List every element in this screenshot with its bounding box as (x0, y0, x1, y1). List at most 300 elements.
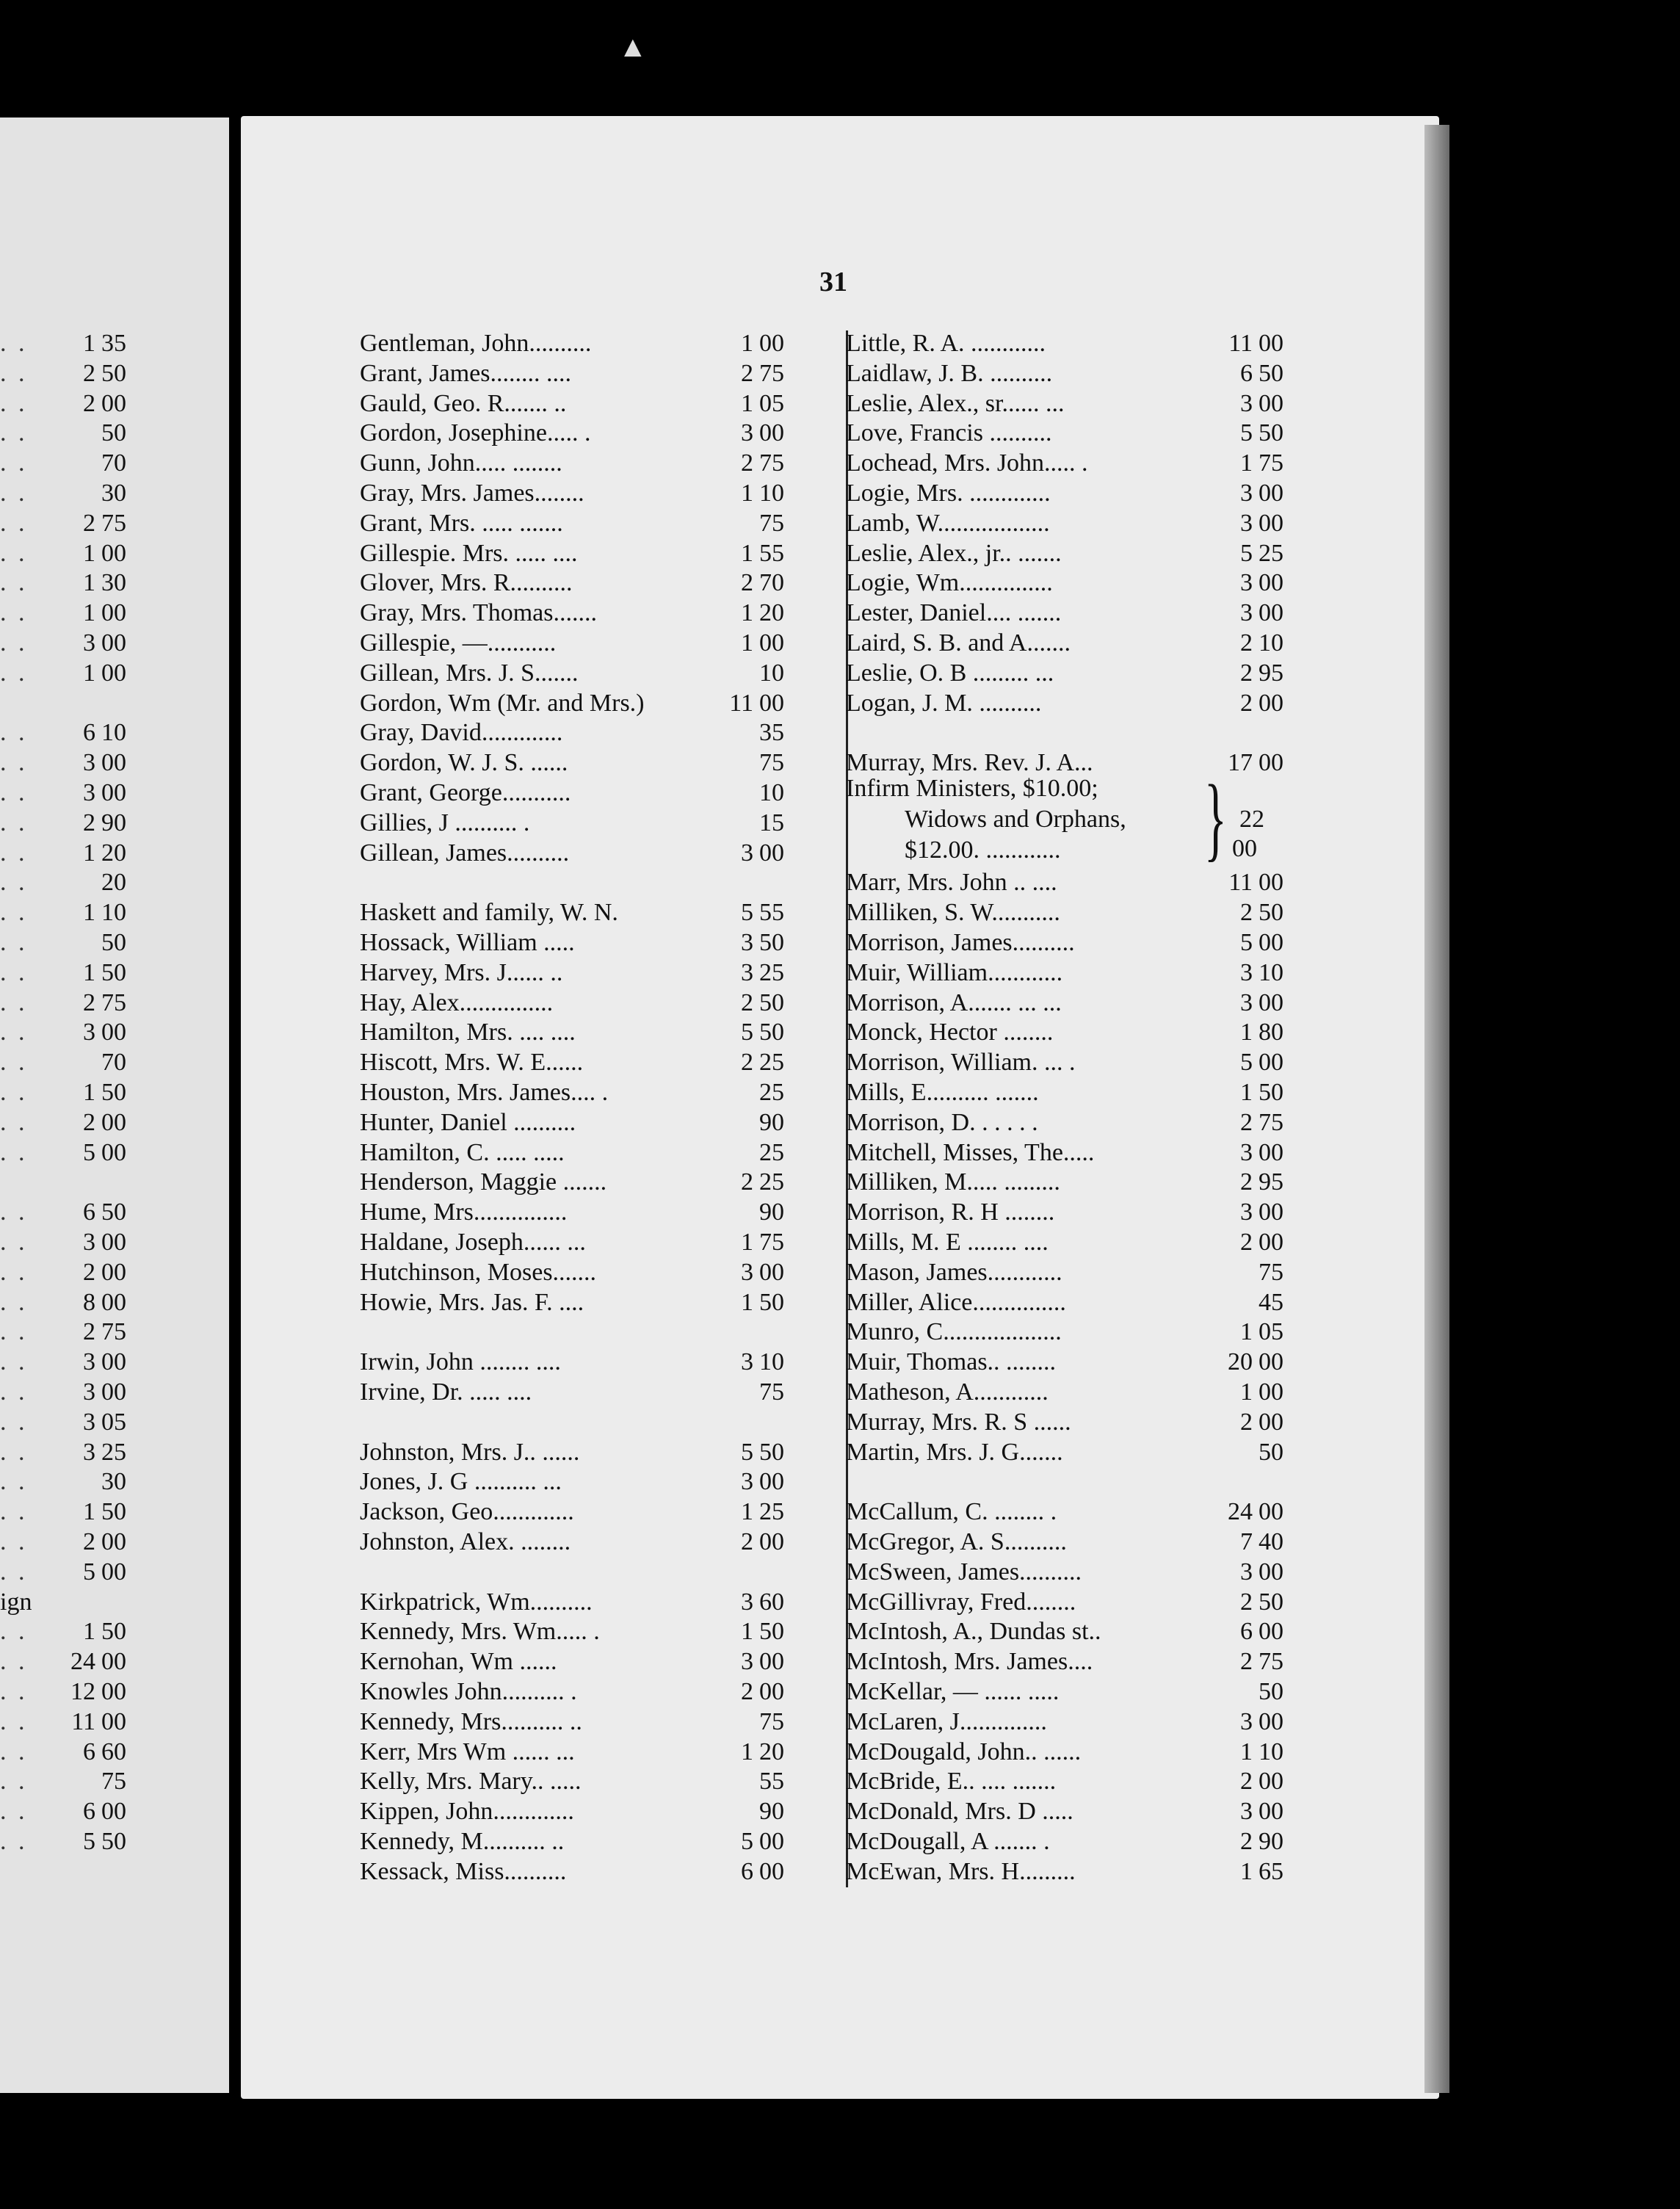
amount-cents: 35 (759, 719, 784, 747)
left-page-word: ign (0, 1588, 32, 1616)
leader-dots: . . (0, 958, 28, 986)
amount-dollars: 1 (83, 899, 95, 927)
amount-cents: 00 (1259, 988, 1283, 1016)
amount-cents: 00 (759, 330, 784, 357)
leader-dots: . . (0, 569, 28, 597)
amount-cents: 20 (101, 869, 126, 897)
amount-cents: 00 (101, 1019, 126, 1046)
amount-dollars: 3 (741, 419, 753, 447)
leader-dots: . . (0, 779, 28, 806)
leader-dots: . . (0, 359, 28, 387)
amount-dollars: 2 (83, 509, 95, 537)
amount-cents: 00 (1259, 1378, 1283, 1406)
subscriber-name: McDonald, Mrs. D ..... (846, 1798, 1073, 1826)
amount-cents: 00 (101, 1288, 126, 1316)
left-page-row (0, 1408, 140, 1437)
subscriber-name: Murray, Mrs. Rev. J. A... (846, 749, 1093, 777)
amount-cents: 00 (1259, 569, 1283, 597)
left-page-row (0, 1558, 140, 1587)
amount-cents: 60 (759, 1588, 784, 1616)
curly-brace-icon: } (1204, 766, 1227, 870)
amount-cents: 50 (101, 1079, 126, 1106)
amount-cents: 00 (759, 1528, 784, 1555)
amount-cents: 20 (759, 1738, 784, 1765)
amount-dollars: 2 (83, 1258, 95, 1286)
amount-cents: 00 (101, 1378, 126, 1406)
leader-dots: . . (0, 1198, 28, 1226)
amount-cents: 75 (101, 988, 126, 1016)
amount-dollars: 1 (83, 330, 95, 357)
subscriber-name: Lamb, W.................. (846, 509, 1050, 537)
amount-dollars: 1 (83, 1618, 95, 1646)
amount-dollars: 1 (741, 539, 753, 567)
amount-dollars: 2 (741, 1168, 753, 1196)
amount-dollars: 1 (741, 629, 753, 657)
leader-dots: . . (0, 1798, 28, 1826)
amount-dollars: 1 (741, 1738, 753, 1765)
subscriber-name: McBride, E.. .... ....... (846, 1768, 1057, 1796)
subscriber-name: Hunter, Daniel .......... (360, 1108, 576, 1136)
subscriber-name: Monck, Hector ........ (846, 1019, 1054, 1046)
subscriber-name: Hume, Mrs............... (360, 1198, 568, 1226)
amount-cents: 00 (759, 1857, 784, 1885)
infirm-ministers-entry (846, 766, 1301, 870)
leader-dots: . . (0, 1678, 28, 1705)
amount-cents: 10 (759, 1348, 784, 1376)
amount-cents: 00 (1259, 1138, 1283, 1166)
left-page-row (0, 898, 140, 928)
left-page-row (0, 928, 140, 958)
subscriber-name: Gordon, Wm (Mr. and Mrs.) (360, 689, 645, 717)
amount-cents: 00 (101, 1707, 126, 1735)
subscriber-name: Muir, Thomas.. ........ (846, 1348, 1057, 1376)
left-page-row (0, 1588, 140, 1617)
amount-dollars: 24 (1228, 1498, 1253, 1526)
amount-dollars: 3 (1240, 1138, 1253, 1166)
amount-dollars: 3 (1240, 988, 1253, 1016)
left-page-row (0, 718, 140, 748)
subscriber-name: Kennedy, Mrs. Wm..... . (360, 1618, 600, 1646)
amount-cents: 00 (759, 419, 784, 447)
leader-dots: . . (0, 719, 28, 747)
amount-cents: 20 (101, 839, 126, 867)
left-page-row (0, 839, 140, 868)
amount-cents: 50 (101, 1198, 126, 1226)
left-page-row (0, 509, 140, 538)
amount-cents: 75 (101, 509, 126, 537)
left-page-row (0, 1797, 140, 1826)
subscriber-name: Leslie, O. B ......... ... (846, 659, 1054, 687)
leader-dots: . . (0, 929, 28, 956)
left-page-row (0, 1108, 140, 1138)
amount-dollars: 1 (1240, 449, 1253, 477)
left-page-row (0, 1258, 140, 1287)
amount-dollars: 3 (83, 1378, 95, 1406)
amount-cents: 50 (759, 1019, 784, 1046)
amount-dollars: 1 (1240, 1019, 1253, 1046)
subscriber-name: Munro, C................... (846, 1318, 1062, 1346)
amount-cents: 75 (759, 359, 784, 387)
amount-dollars: 2 (1240, 1768, 1253, 1796)
amount-dollars: 11 (1228, 330, 1253, 357)
amount-cents: 60 (101, 1738, 126, 1765)
left-page-row (0, 1078, 140, 1107)
amount-cents: 55 (759, 899, 784, 927)
subscriber-name: Kennedy, Mrs.......... .. (360, 1707, 582, 1735)
amount-cents: 00 (1259, 1049, 1283, 1077)
subscriber-name: Gordon, Josephine..... . (360, 419, 591, 447)
amount-dollars: 2 (83, 1108, 95, 1136)
amount-dollars: 5 (83, 1558, 95, 1586)
amount-dollars: 2 (1240, 1648, 1253, 1676)
leader-dots: . . (0, 1498, 28, 1526)
amount-dollars: 24 (70, 1648, 95, 1676)
leader-dots: . . (0, 1288, 28, 1316)
subscriber-name: Grant, Mrs. ..... ....... (360, 509, 563, 537)
leader-dots: . . (0, 539, 28, 567)
amount-cents: 70 (101, 1049, 126, 1077)
left-page-row (0, 1767, 140, 1796)
amount-cents: 25 (101, 1438, 126, 1466)
amount-cents: 50 (759, 929, 784, 956)
amount-cents: 10 (101, 719, 126, 747)
amount-cents: 00 (1259, 389, 1283, 417)
subscriber-name: Miller, Alice............... (846, 1288, 1066, 1316)
amount-cents: 00 (1259, 1198, 1283, 1226)
subscriber-name: Mills, E.......... ....... (846, 1079, 1039, 1106)
left-page-row (0, 539, 140, 568)
amount-cents: 50 (759, 1438, 784, 1466)
leader-dots: . . (0, 1049, 28, 1077)
amount-cents: 10 (759, 659, 784, 687)
subscriber-name: Irvine, Dr. ..... .... (360, 1378, 532, 1406)
amount-cents: 75 (101, 1318, 126, 1346)
amount-cents: 75 (759, 1378, 784, 1406)
amount-cents: 30 (101, 569, 126, 597)
amount-cents: 75 (1259, 1258, 1283, 1286)
subscriber-name: Laidlaw, J. B. .......... (846, 359, 1053, 387)
subscriber-name: Johnston, Alex. ........ (360, 1528, 571, 1555)
leader-dots: . . (0, 869, 28, 897)
subscriber-name: Kerr, Mrs Wm ...... ... (360, 1738, 575, 1765)
amount-cents: 50 (759, 988, 784, 1016)
amount-cents: 00 (101, 1229, 126, 1256)
amount-cents: 05 (101, 1408, 126, 1436)
amount-dollars: 3 (1240, 1558, 1253, 1586)
leader-dots: . . (0, 330, 28, 357)
amount-cents: 00 (1259, 1768, 1283, 1796)
amount-cents: 80 (1259, 1019, 1283, 1046)
amount-cents: 75 (759, 1229, 784, 1256)
left-page-row (0, 1738, 140, 1767)
amount-cents: 40 (1259, 1528, 1283, 1555)
amount-cents: 00 (759, 1258, 784, 1286)
amount-dollars: 1 (741, 480, 753, 507)
amount-cents: 10 (759, 480, 784, 507)
leader-dots: . . (0, 629, 28, 657)
leader-dots: . . (0, 449, 28, 477)
amount-cents: 75 (1259, 449, 1283, 477)
left-page-row (0, 1438, 140, 1467)
leader-dots: . . (0, 389, 28, 417)
amount-dollars: 1 (83, 659, 95, 687)
subscriber-name: Kippen, John............. (360, 1798, 574, 1826)
amount-dollars: 1 (1240, 1378, 1253, 1406)
amount-cents: 00 (1259, 869, 1283, 897)
leader-dots: . . (0, 1438, 28, 1466)
amount-cents: 00 (1259, 599, 1283, 627)
amount-dollars: 1 (83, 569, 95, 597)
leader-dots: . . (0, 1229, 28, 1256)
amount-cents: 00 (1259, 480, 1283, 507)
left-page-row (0, 1198, 140, 1227)
leader-dots: . . (0, 1558, 28, 1586)
amount-dollars: 11 (1228, 869, 1253, 897)
left-page-row (0, 1378, 140, 1407)
amount-cents: 50 (1259, 419, 1283, 447)
leader-dots: . . (0, 480, 28, 507)
amount-cents: 00 (1259, 929, 1283, 956)
leader-dots: . . (0, 899, 28, 927)
subscriber-name: Lochead, Mrs. John..... . (846, 449, 1088, 477)
amount-dollars: 8 (83, 1288, 95, 1316)
amount-cents: 00 (101, 749, 126, 777)
amount-cents: 00 (101, 1678, 126, 1705)
subscriber-name: Gillies, J .......... . (360, 809, 530, 836)
amount-cents: 10 (1259, 1738, 1283, 1765)
left-page-row (0, 809, 140, 838)
amount-dollars: 2 (1240, 659, 1253, 687)
subscriber-name: Gunn, John..... ........ (360, 449, 562, 477)
subscriber-name: McGregor, A. S.......... (846, 1528, 1067, 1555)
subscriber-name: Glover, Mrs. R.......... (360, 569, 573, 597)
amount-cents: 05 (759, 389, 784, 417)
amount-dollars: 1 (741, 1498, 753, 1526)
amount-cents: 30 (101, 1468, 126, 1496)
left-page-row (0, 1348, 140, 1377)
amount-cents: 50 (1259, 899, 1283, 927)
subscriber-name: Howie, Mrs. Jas. F. .... (360, 1288, 584, 1316)
subscriber-name: Gray, Mrs. Thomas....... (360, 599, 597, 627)
amount-cents: 00 (759, 1678, 784, 1705)
amount-cents: 00 (1259, 1498, 1283, 1526)
leader-dots: . . (0, 809, 28, 836)
amount-dollars: 2 (1240, 1588, 1253, 1616)
amount-cents: 25 (759, 958, 784, 986)
page-number: 31 (819, 267, 847, 297)
amount-cents: 65 (1259, 1857, 1283, 1885)
leader-dots: . . (0, 1378, 28, 1406)
subscriber-name: Love, Francis .......... (846, 419, 1052, 447)
subscriber-name: Kernohan, Wm ...... (360, 1648, 557, 1676)
amount-dollars: 3 (1240, 569, 1253, 597)
amount-dollars: 2 (83, 988, 95, 1016)
amount-dollars: 1 (83, 1498, 95, 1526)
left-page-row (0, 1048, 140, 1077)
amount-cents: 00 (1259, 1618, 1283, 1646)
amount-dollars: 5 (83, 1138, 95, 1166)
amount-dollars: 2 (741, 1528, 753, 1555)
leader-dots: . . (0, 599, 28, 627)
amount-cents: 00 (1259, 1558, 1283, 1586)
amount-cents: 00 (101, 599, 126, 627)
leader-dots: . . (0, 1108, 28, 1136)
subscriber-name: Harvey, Mrs. J...... .. (360, 958, 563, 986)
amount-cents: 70 (101, 449, 126, 477)
amount-cents: 00 (1259, 509, 1283, 537)
subscriber-name: Henderson, Maggie ....... (360, 1168, 607, 1196)
subscriber-name: McKellar, — ...... ..... (846, 1678, 1060, 1705)
amount-dollars: 3 (741, 929, 753, 956)
leader-dots: . . (0, 1618, 28, 1646)
subscriber-name: Gillean, James.......... (360, 839, 570, 867)
left-page-row (0, 1317, 140, 1347)
amount-dollars: 1 (1240, 1079, 1253, 1106)
subscriber-name: Grant, James........ .... (360, 359, 572, 387)
amount-dollars: 3 (1240, 1198, 1253, 1226)
amount-cents: 50 (759, 1618, 784, 1646)
amount-cents: 00 (101, 629, 126, 657)
amount-cents: 75 (759, 449, 784, 477)
subscriber-name: Jackson, Geo............. (360, 1498, 574, 1526)
amount-dollars: 3 (1240, 1798, 1253, 1826)
subscriber-name: Murray, Mrs. R. S ...... (846, 1408, 1071, 1436)
amount-dollars: 5 (1240, 929, 1253, 956)
brace-line-2: Widows and Orphans, (905, 806, 1126, 833)
amount-cents: 00 (1259, 1408, 1283, 1436)
amount-cents: 50 (1259, 359, 1283, 387)
amount-cents: 00 (1232, 835, 1257, 862)
leader-dots: . . (0, 1707, 28, 1735)
subscriber-name: Kelly, Mrs. Mary.. ..... (360, 1768, 582, 1796)
amount-cents: 50 (1259, 1079, 1283, 1106)
amount-dollars: 2 (83, 1528, 95, 1555)
leader-dots: . . (0, 1828, 28, 1855)
amount-dollars: 3 (83, 1408, 95, 1436)
amount-cents: 90 (759, 1798, 784, 1826)
amount-cents: 10 (759, 779, 784, 806)
subscriber-name: Kennedy, M.......... .. (360, 1828, 565, 1855)
amount-dollars: 2 (1240, 899, 1253, 927)
amount-cents: 00 (101, 1138, 126, 1166)
amount-dollars: 5 (1240, 1049, 1253, 1077)
leader-dots: . . (0, 839, 28, 867)
amount-dollars: 1 (741, 599, 753, 627)
left-page-row (0, 479, 140, 508)
amount-cents: 75 (1259, 1108, 1283, 1136)
amount-cents: 15 (759, 809, 784, 836)
subscriber-name: Haskett and family, W. N. (360, 899, 618, 927)
amount-cents: 10 (101, 899, 126, 927)
amount-dollars: 3 (1240, 480, 1253, 507)
amount-cents: 70 (759, 569, 784, 597)
amount-dollars: 2 (741, 988, 753, 1016)
amount-dollars: 5 (741, 1438, 753, 1466)
left-page-row (0, 1018, 140, 1047)
subscriber-name: Knowles John.......... . (360, 1678, 577, 1705)
amount-dollars: 2 (83, 389, 95, 417)
leader-dots: . . (0, 1258, 28, 1286)
subscriber-name: Houston, Mrs. James.... . (360, 1079, 609, 1106)
amount-cents: 50 (101, 1498, 126, 1526)
amount-dollars: 2 (741, 1678, 753, 1705)
amount-cents: 55 (759, 1768, 784, 1796)
subscriber-name: Hiscott, Mrs. W. E...... (360, 1049, 584, 1077)
subscriber-name: Mitchell, Misses, The..... (846, 1138, 1095, 1166)
subscriber-name: McLaren, J.............. (846, 1707, 1047, 1735)
amount-dollars: 3 (83, 629, 95, 657)
amount-cents: 00 (101, 1528, 126, 1555)
amount-cents: 75 (759, 1707, 784, 1735)
subscriber-name: Haldane, Joseph...... ... (360, 1229, 586, 1256)
left-page-row (0, 1677, 140, 1707)
amount-dollars: 3 (83, 749, 95, 777)
leader-dots: . . (0, 1079, 28, 1106)
amount-cents: 00 (759, 629, 784, 657)
left-page-row (0, 1647, 140, 1677)
amount-dollars: 2 (741, 449, 753, 477)
subscriber-name: McDougall, A ....... . (846, 1828, 1050, 1855)
amount-cents: 50 (1259, 1438, 1283, 1466)
amount-dollars: 1 (741, 389, 753, 417)
subscriber-name: Hamilton, C. ..... ..... (360, 1138, 565, 1166)
subscriber-name: Irwin, John ........ .... (360, 1348, 561, 1376)
amount-cents: 10 (1259, 958, 1283, 986)
subscriber-name: Little, R. A. ............ (846, 330, 1046, 357)
amount-cents: 00 (1259, 330, 1283, 357)
amount-dollars: 2 (1240, 1229, 1253, 1256)
subscriber-name: Morrison, A....... ... ... (846, 988, 1062, 1016)
amount-dollars: 5 (1240, 419, 1253, 447)
amount-dollars: 5 (741, 1828, 753, 1855)
amount-dollars: 2 (1240, 1108, 1253, 1136)
amount-cents: 75 (101, 1768, 126, 1796)
amount-dollars: 3 (741, 1258, 753, 1286)
subscriber-name: Logie, Wm............... (846, 569, 1053, 597)
left-page-row (0, 1138, 140, 1168)
left-page-row (0, 1228, 140, 1257)
amount-dollars: 2 (1240, 1828, 1253, 1855)
amount-cents: 00 (101, 389, 126, 417)
amount-cents: 50 (101, 419, 126, 447)
brace-line-1: Infirm Ministers, $10.00; (846, 775, 1098, 802)
amount-dollars: 1 (1240, 1318, 1253, 1346)
subscriber-name: Marr, Mrs. John .. .... (846, 869, 1057, 897)
subscriber-name: Matheson, A............ (846, 1378, 1049, 1406)
left-page-row (0, 1467, 140, 1497)
left-page-row (0, 1617, 140, 1646)
amount-cents: 00 (759, 689, 784, 717)
amount-cents: 95 (1259, 659, 1283, 687)
amount-cents: 00 (101, 1798, 126, 1826)
amount-cents: 25 (1259, 539, 1283, 567)
left-page-row (0, 748, 140, 778)
amount-cents: 90 (759, 1198, 784, 1226)
subscriber-name: Martin, Mrs. J. G....... (846, 1438, 1063, 1466)
amount-dollars: 5 (741, 899, 753, 927)
amount-cents: 30 (101, 480, 126, 507)
amount-cents: 00 (101, 1258, 126, 1286)
subscriber-name: McIntosh, Mrs. James.... (846, 1648, 1093, 1676)
subscriber-name: Lester, Daniel.... ....... (846, 599, 1062, 627)
amount-dollars: 2 (741, 569, 753, 597)
amount-dollars: 1 (83, 958, 95, 986)
brace-amount (1223, 805, 1301, 864)
amount-cents: 20 (759, 599, 784, 627)
amount-dollars: 1 (741, 1618, 753, 1646)
subscriber-name: Grant, George........... (360, 779, 571, 806)
amount-dollars: 3 (83, 1229, 95, 1256)
